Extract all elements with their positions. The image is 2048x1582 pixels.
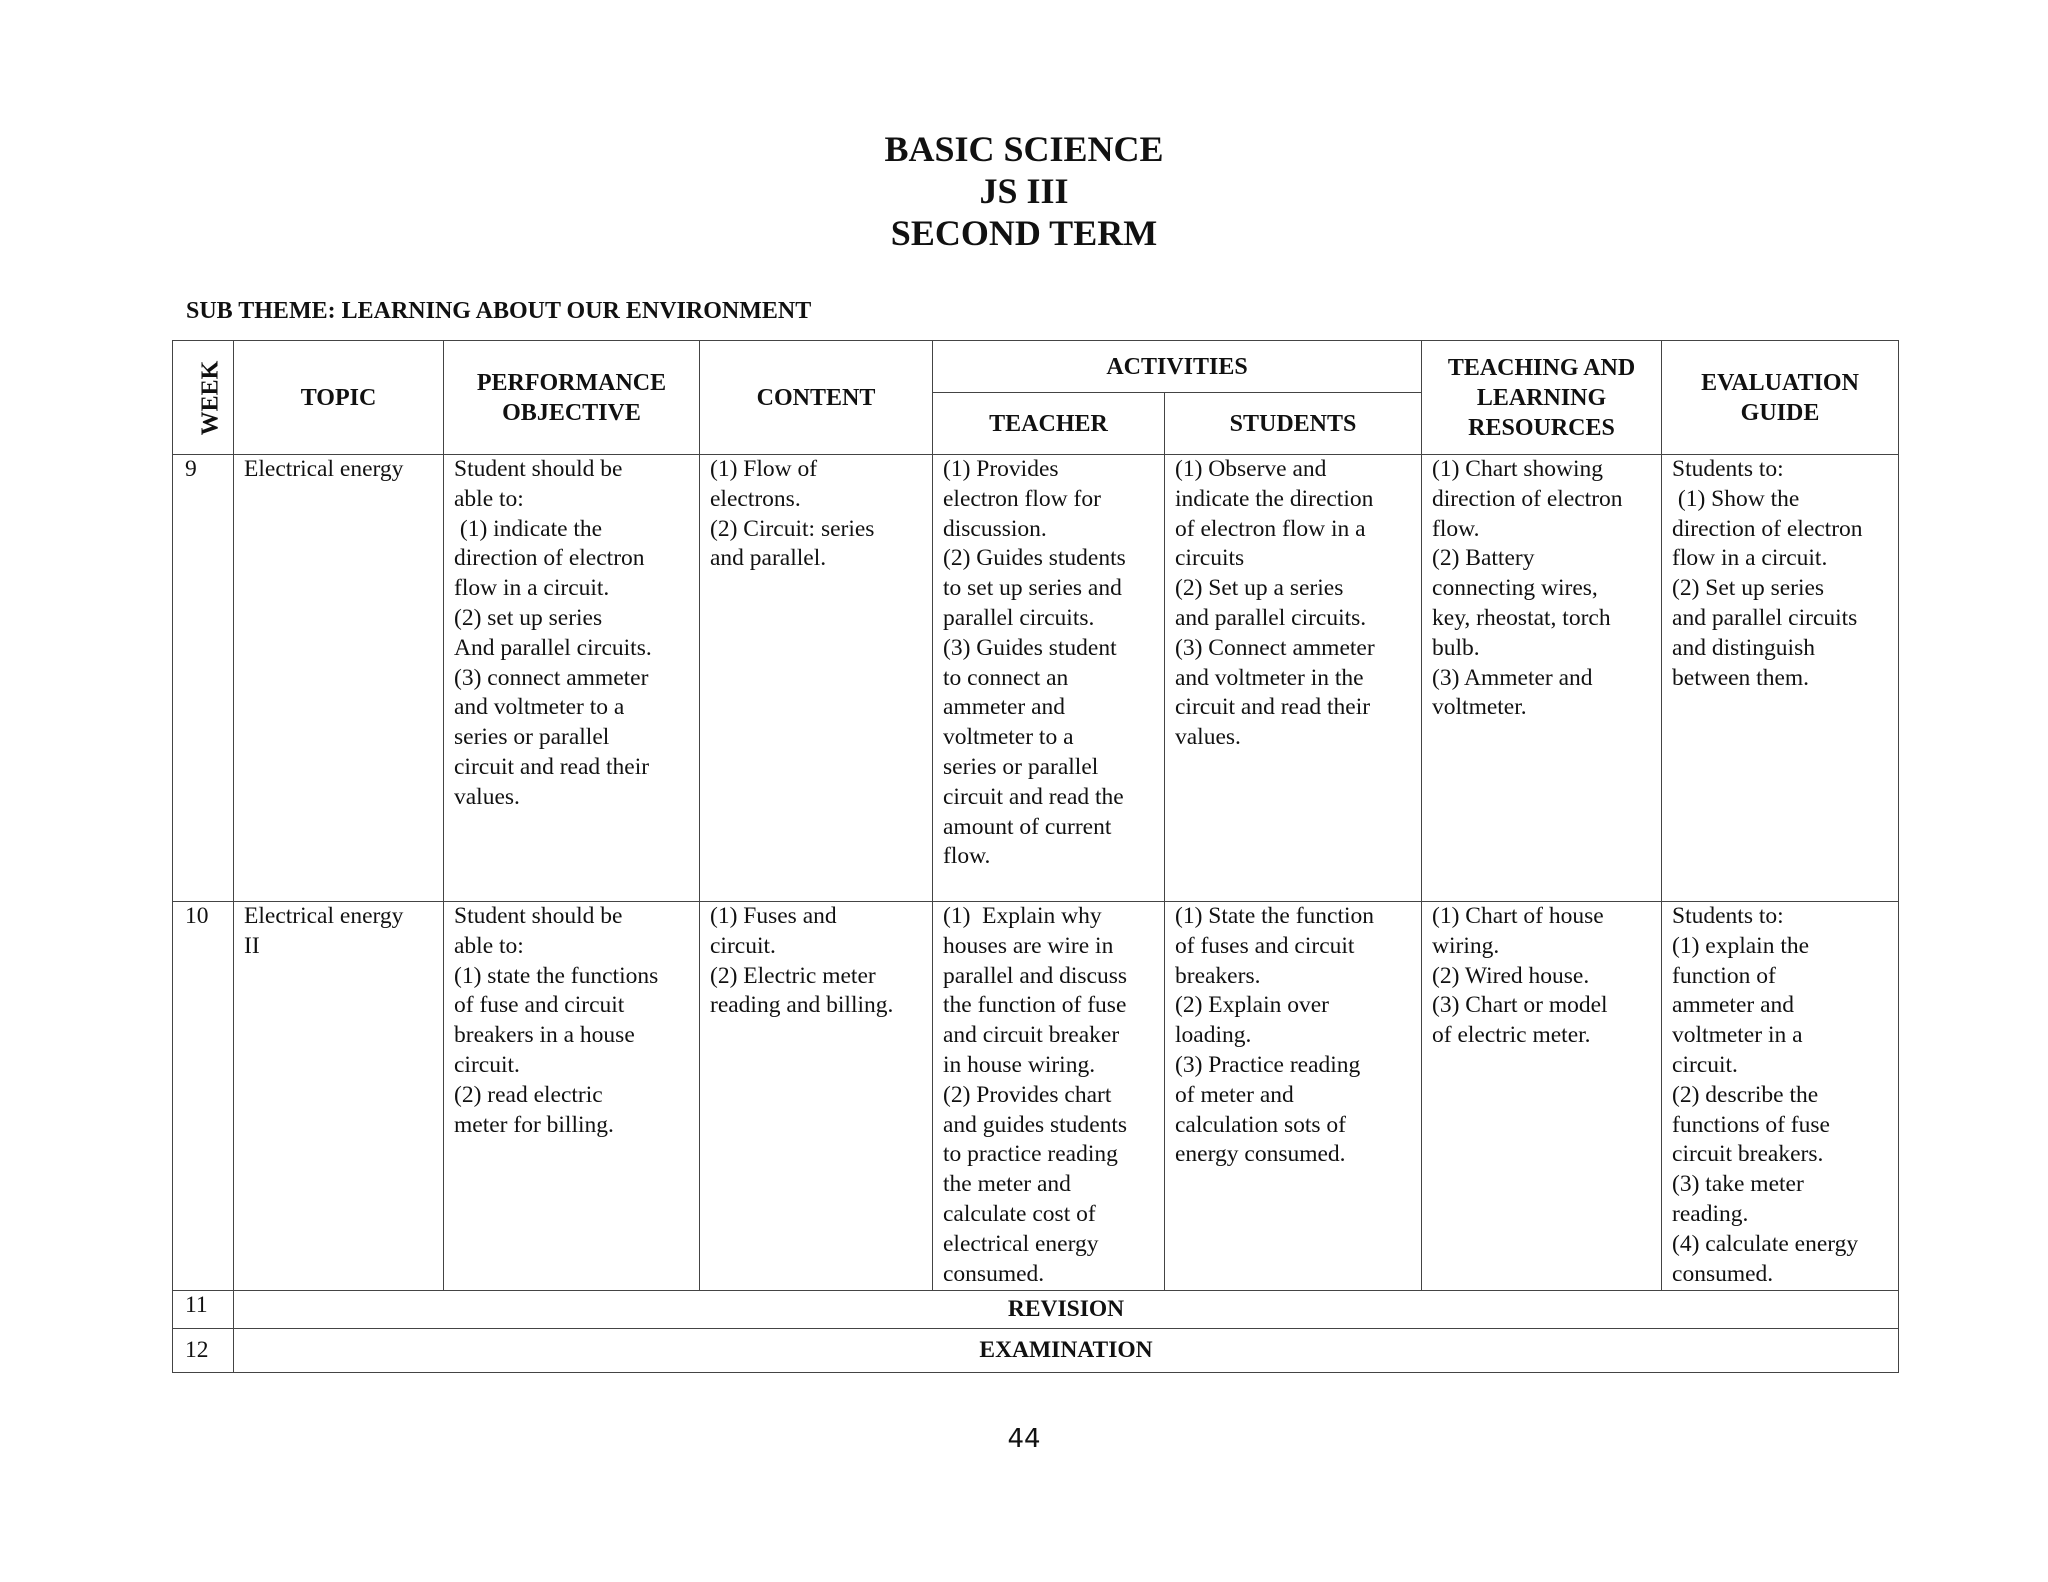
sub-theme-heading: SUB THEME: LEARNING ABOUT OUR ENVIRONMENT	[186, 298, 812, 324]
cell-line: (1) Fuses and	[710, 903, 837, 929]
cell-line: circuits	[1175, 545, 1245, 572]
topic-cell	[234, 455, 444, 902]
week-cell: 11	[173, 1291, 234, 1329]
cell-line: voltmeter.	[1432, 694, 1527, 721]
cell-line: reading and billing.	[710, 992, 894, 1019]
cell-line: direction of electron	[1432, 485, 1623, 512]
cell-line: direction of electron	[1672, 515, 1863, 542]
students-column-header: STUDENTS	[1165, 393, 1422, 455]
cell-line: circuit.	[454, 1051, 520, 1078]
cell-line: circuit.	[1672, 1051, 1738, 1078]
cell-line: and parallel circuits	[1672, 604, 1858, 631]
table-row	[173, 455, 1899, 902]
cell-line: of fuse and circuit	[454, 992, 625, 1019]
cell-line: Electrical energy	[244, 903, 404, 929]
cell-line: Students to:	[1672, 456, 1784, 482]
document-title-block	[0, 128, 2048, 254]
cell-line: energy consumed.	[1175, 1141, 1346, 1168]
cell-line: circuit breakers.	[1672, 1141, 1824, 1168]
cell-line: calculate cost of	[943, 1200, 1096, 1227]
cell-line: (2) Set up a series	[1175, 575, 1344, 602]
cell-line: in house wiring.	[943, 1051, 1096, 1078]
examination-row	[173, 1329, 1899, 1373]
cell-line: circuit and read their	[1175, 694, 1371, 721]
cell-line: Student should be	[454, 903, 623, 929]
cell-line: to practice reading	[943, 1141, 1118, 1168]
cell-line: (1) Observe and	[1175, 456, 1327, 482]
cell-line: values.	[454, 783, 520, 810]
cell-line: meter for billing.	[454, 1111, 614, 1138]
document-title: BASIC SCIENCE	[884, 129, 1164, 169]
resources-cell	[1422, 902, 1662, 1291]
cell-line: (3) Connect ammeter	[1175, 634, 1375, 661]
cell-line: (3) Practice reading	[1175, 1051, 1361, 1078]
cell-line: (4) calculate energy	[1672, 1230, 1859, 1257]
cell-line: consumed.	[1672, 1260, 1774, 1287]
objective-cell	[444, 902, 700, 1291]
cell-line: electrons.	[710, 485, 801, 512]
cell-line: electrical energy	[943, 1230, 1099, 1257]
cell-line: loading.	[1175, 1022, 1252, 1049]
teacher-activity-cell	[933, 455, 1165, 902]
cell-line: (2) read electric	[454, 1081, 603, 1108]
objective-column-header: PERFORMANCE OBJECTIVE	[444, 341, 700, 455]
cell-line: and distinguish	[1672, 634, 1815, 661]
cell-line: ammeter and	[943, 694, 1066, 721]
cell-line: (2) Set up series	[1672, 575, 1825, 602]
students-activity-cell	[1165, 902, 1422, 1291]
week-cell: 9	[173, 455, 234, 902]
cell-line: circuit and read their	[454, 753, 650, 780]
cell-line: and voltmeter to a	[454, 694, 625, 721]
cell-line: amount of current	[943, 813, 1112, 840]
cell-line: wiring.	[1432, 932, 1500, 959]
content-column-header: CONTENT	[700, 341, 933, 455]
evaluation-cell	[1662, 455, 1899, 902]
cell-line: (1) indicate the	[454, 515, 603, 542]
cell-line: function of	[1672, 962, 1776, 989]
cell-line: of meter and	[1175, 1081, 1294, 1108]
cell-line: (1) State the function	[1175, 903, 1375, 929]
cell-line: (2) Electric meter	[710, 962, 876, 989]
cell-line: values.	[1175, 724, 1241, 751]
cell-line: voltmeter to a	[943, 724, 1074, 751]
cell-line: flow.	[1432, 515, 1480, 542]
cell-line: Electrical energy	[244, 456, 404, 482]
cell-line: circuit and read the	[943, 783, 1124, 810]
cell-line: (1) Explain why	[943, 903, 1102, 929]
cell-line: to set up series and	[943, 575, 1122, 602]
cell-line: (2) Explain over	[1175, 992, 1330, 1019]
cell-line: direction of electron	[454, 545, 645, 572]
page-number: 44	[1007, 1424, 1041, 1454]
cell-line: between them.	[1672, 664, 1810, 691]
cell-line: indicate the direction	[1175, 485, 1374, 512]
cell-line: II	[244, 932, 260, 959]
scheme-of-work-table	[172, 340, 1899, 1373]
evaluation-cell	[1662, 902, 1899, 1291]
resources-cell	[1422, 455, 1662, 902]
cell-line: voltmeter in a	[1672, 1022, 1803, 1049]
cell-line: (3) take meter	[1672, 1171, 1804, 1198]
cell-line: connecting wires,	[1432, 575, 1598, 602]
cell-line: (2) set up series	[454, 604, 603, 631]
teacher-column-header: TEACHER	[933, 393, 1165, 455]
cell-line: consumed.	[943, 1260, 1045, 1287]
cell-line: (3) Ammeter and	[1432, 664, 1593, 691]
cell-line: (1) state the functions	[454, 962, 659, 989]
class-level: JS III	[979, 171, 1069, 211]
cell-line: flow.	[943, 843, 991, 870]
teacher-activity-cell	[933, 902, 1165, 1291]
cell-line: able to:	[454, 485, 524, 512]
cell-line: Student should be	[454, 456, 623, 482]
term-label: SECOND TERM	[890, 213, 1158, 253]
revision-row	[173, 1291, 1899, 1329]
cell-line: electron flow for	[943, 485, 1101, 512]
cell-line: (2) Provides chart	[943, 1081, 1112, 1108]
activities-column-header: ACTIVITIES	[933, 341, 1422, 393]
cell-line: to connect an	[943, 664, 1069, 691]
cell-line: the function of fuse	[943, 992, 1127, 1019]
cell-line: (2) Circuit: series	[710, 515, 875, 542]
cell-line: parallel and discuss	[943, 962, 1128, 989]
cell-line: flow in a circuit.	[454, 575, 610, 602]
cell-line: and guides students	[943, 1111, 1128, 1138]
cell-line: bulb.	[1432, 634, 1480, 661]
examination-label: EXAMINATION	[234, 1329, 1899, 1373]
cell-line: (2) Guides students	[943, 545, 1126, 572]
cell-line: calculation sots of	[1175, 1111, 1346, 1138]
cell-line: breakers in a house	[454, 1022, 635, 1049]
cell-line: (1) Provides	[943, 456, 1059, 482]
objective-cell	[444, 455, 700, 902]
evaluation-column-header: EVALUATION GUIDE	[1662, 341, 1899, 455]
cell-line: circuit.	[710, 932, 776, 959]
week-column-header: WEEK	[173, 341, 234, 455]
cell-line: and voltmeter in the	[1175, 664, 1364, 691]
cell-line: (2) describe the	[1672, 1081, 1819, 1108]
cell-line: of fuses and circuit	[1175, 932, 1355, 959]
week-cell: 10	[173, 902, 234, 1291]
cell-line: of electron flow in a	[1175, 515, 1366, 542]
cell-line: And parallel circuits.	[454, 634, 652, 661]
table-row	[173, 902, 1899, 1291]
topic-cell	[234, 902, 444, 1291]
cell-line: houses are wire in	[943, 932, 1114, 959]
cell-line: flow in a circuit.	[1672, 545, 1828, 572]
topic-column-header: TOPIC	[234, 341, 444, 455]
cell-line: (2) Battery	[1432, 545, 1535, 572]
cell-line: series or parallel	[454, 724, 610, 751]
resources-column-header: TEACHING AND LEARNING RESOURCES	[1422, 341, 1662, 455]
cell-line: (2) Wired house.	[1432, 962, 1590, 989]
cell-line: (1) Show the	[1672, 485, 1800, 512]
content-cell	[700, 455, 933, 902]
cell-line: (3) connect ammeter	[454, 664, 649, 691]
cell-line: Students to:	[1672, 903, 1784, 929]
cell-line: and parallel circuits.	[1175, 604, 1367, 631]
week-cell: 12	[173, 1329, 234, 1373]
cell-line: parallel circuits.	[943, 604, 1095, 631]
cell-line: series or parallel	[943, 753, 1099, 780]
cell-line: and circuit breaker	[943, 1022, 1120, 1049]
cell-line: of electric meter.	[1432, 1022, 1591, 1049]
cell-line: (1) Flow of	[710, 456, 818, 482]
content-cell	[700, 902, 933, 1291]
cell-line: functions of fuse	[1672, 1111, 1830, 1138]
revision-label: REVISION	[234, 1291, 1899, 1329]
cell-line: (1) Chart showing	[1432, 456, 1604, 482]
cell-line: able to:	[454, 932, 524, 959]
cell-line: discussion.	[943, 515, 1047, 542]
cell-line: (1) explain the	[1672, 932, 1810, 959]
cell-line: reading.	[1672, 1200, 1749, 1227]
cell-line: ammeter and	[1672, 992, 1795, 1019]
cell-line: key, rheostat, torch	[1432, 604, 1611, 631]
students-activity-cell	[1165, 455, 1422, 902]
cell-line: breakers.	[1175, 962, 1261, 989]
cell-line: (3) Chart or model	[1432, 992, 1608, 1019]
cell-line: (1) Chart of house	[1432, 903, 1604, 929]
cell-line: (3) Guides student	[943, 634, 1117, 661]
cell-line: the meter and	[943, 1171, 1071, 1198]
cell-line: and parallel.	[710, 545, 827, 572]
